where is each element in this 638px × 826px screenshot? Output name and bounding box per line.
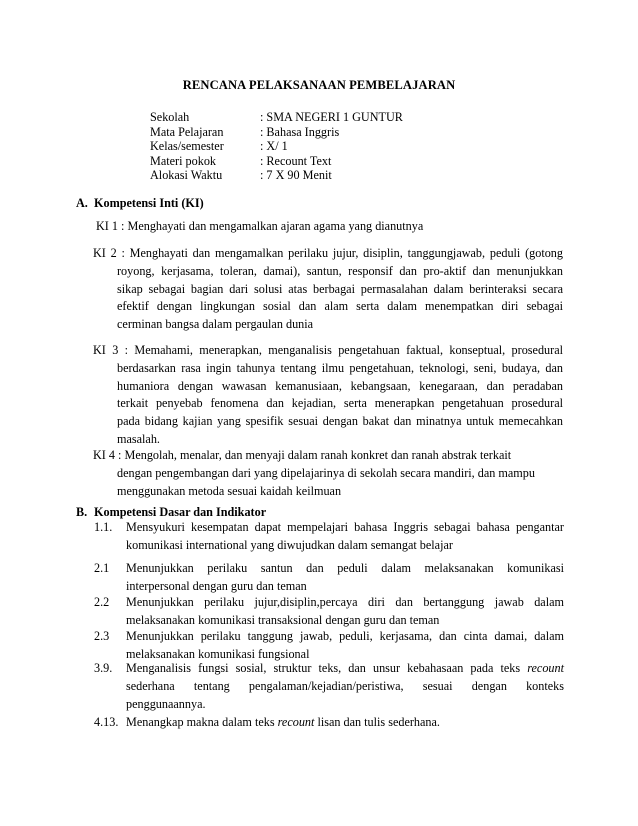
ki-1: KI 1 : Menghayati dan mengamalkan ajaran agama yang dianutnya [96, 219, 424, 233]
document-title: RENCANA PELAKSANAAN PEMBELAJARAN [182, 78, 456, 92]
identity-row-class: Kelas/semester : X/ 1 [150, 139, 288, 154]
recount-term: recount [277, 715, 315, 729]
ki-2: KI 2 : Menghayati dan mengamalkan perilaku jujur, disiplin, tanggungjawab, peduli (gotong royong, kerjasama, toleran, damai), santun, responsif dan pro-aktif dan menunjukkan sikap sebagai bagian dari solusi atas berbagai permasalahan dalam berinteraksi secara efektif dengan lingkungan sosial dan alam serta dalam menempatkan diri sebagai cerminan bangsa dalam pergaulan dunia [93, 246, 563, 332]
section-b-heading: B. Kompetensi Dasar dan Indikator [76, 505, 267, 519]
identity-row-subject: Mata Pelajaran : Bahasa Inggris [150, 124, 340, 139]
recount-term: recount [527, 661, 564, 675]
identity-row-material: Materi pokok : Recount Text [150, 153, 332, 168]
identity-row-school: Sekolah : SMA NEGERI 1 GUNTUR [150, 110, 403, 124]
document-page: RENCANA PELAKSANAAN PEMBELAJARAN Sekolah : SMA NEGERI 1 GUNTUR Mata Pelajaran : Bahasa Inggris Kelas/semester : X/ 1 Materi pokok : Recount Text Alokasi Waktu : 7 X 90 Menit A. Kompetensi Inti (KI) KI 1 : Menghayati dan mengamalkan ajaran agama yang dianutnya KI 2 : Menghayati dan mengamalkan perilaku jujur, disiplin, tanggungjawab, peduli (gotong royong, kerjasama, toleran, damai), santun, responsif dan pro-aktif dan menunjukkan sikap sebagai bagian dari solusi atas berbagai permasalahan dalam berinteraksi secara efektif dengan lingkungan sosial dan alam serta dalam menempatkan diri sebagai cerminan bangsa dalam pergaulan dunia KI 3 : Memahami, menerapkan, menganalisis pengetahuan faktual, konseptual, prosedural berdasarkan rasa ingin tahunya tentang ilmu pengetahuan, teknologi, seni, budaya, dan humaniora dengan wawasan kemanusiaan, kebangsaan, kenegaraan, dan peradaban terkait penyebab fenomena dan kejadian, serta menerapkan pengetahuan prosedural pada bidang kajian yang spesifik sesuai dengan bakat dan minatnya untuk memecahkan masalah. KI 4 : Mengolah, menalar, dan menyaji dalam ranah konkret dan ranah abstrak terkait dengan pengembangan dari yang dipelajarinya di sekolah secara mandiri, dan mampu menggunakan metoda sesuai kaidah keilmuan B. Kompetensi Dasar dan Indikator 1.1. Mensyukuri kesempatan dapat mempelajari bahasa Inggris sebagai bahasa pengantar komunikasi international yang diwujudkan dalam semangat belajar 2.1 Menunjukkan perilaku santun dan peduli dalam melaksanakan komunikasi interpersonal dengan guru dan teman 2.2 Menunjukkan perilaku jujur,disiplin,percaya diri dan bertanggung jawab dalam melaksanakan komunikasi transaksional dengan guru dan teman 2.3 Menunjukkan perilaku tanggung jawab, peduli, kerjasama, dan cinta damai, dalam melaksanakan komunikasi fungsional 3.9. Menganalisis fungsi sosial, struktur teks, dan unsur kebahasaan pada teks recount sederhana tentang pengalaman/kejadian/peristiwa, sesuai dengan konteks penggunaannya. 4.13. Menangkap makna dalam teks recount lisan dan tulis sederhana. [0, 0, 638, 826]
ki-4: KI 4 : Mengolah, menalar, dan menyaji dalam ranah konkret dan ranah abstrak terkait dengan pengembangan dari yang dipelajarinya di sekolah secara mandiri, dan mampu menggunakan metoda sesuai kaidah keilmuan [93, 448, 535, 498]
ki-3: KI 3 : Memahami, menerapkan, menganalisis pengetahuan faktual, konseptual, prosedural berdasarkan rasa ingin tahunya tentang ilmu pengetahuan, teknologi, seni, budaya, dan humaniora dengan wawasan kemanusiaan, kebangsaan, kenegaraan, dan peradaban terkait penyebab fenomena dan kejadian, serta menerapkan pengetahuan prosedural pada bidang kajian yang spesifik sesuai dengan bakat dan minatnya untuk memecahkan masalah. [93, 343, 563, 446]
identity-table [150, 110, 403, 183]
identity-row-time: Alokasi Waktu : 7 X 90 Menit [150, 168, 332, 183]
section-a-heading: A. Kompetensi Inti (KI) [76, 196, 204, 210]
